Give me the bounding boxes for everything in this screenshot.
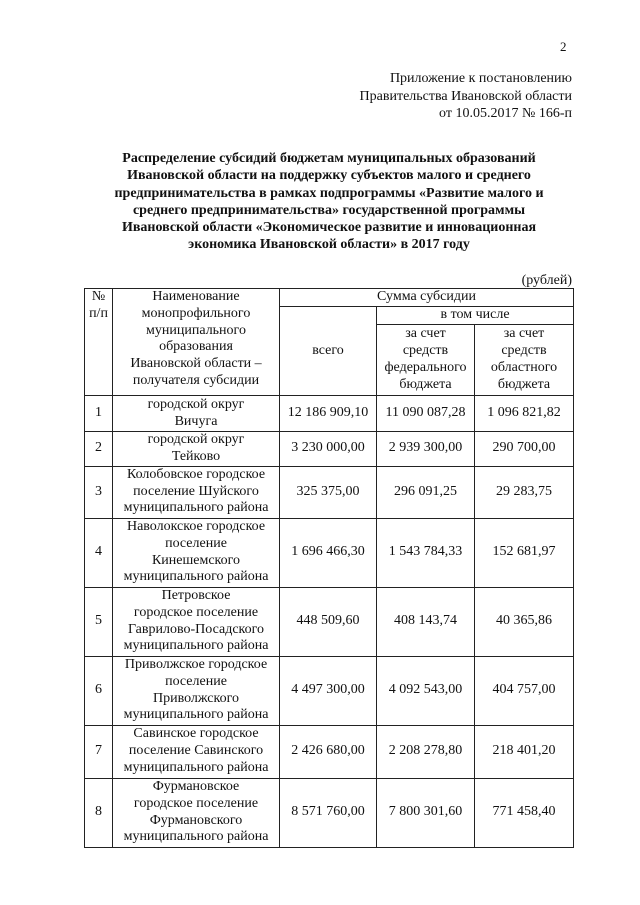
appendix-block — [360, 70, 572, 123]
header-sum: Сумма субсидии — [280, 289, 574, 307]
header-text: Наименование — [152, 289, 240, 304]
municipality-name — [113, 518, 280, 587]
header-text: за счет — [405, 326, 446, 342]
header-text: средств — [402, 343, 449, 359]
amount-federal: 2 939 300,00 — [377, 432, 475, 467]
header-name — [113, 289, 280, 396]
header-text: бюджета — [399, 376, 452, 392]
appendix-line: Правительства Ивановской области — [359, 88, 572, 104]
municipality-name-line: Вичуга — [174, 413, 218, 429]
municipality-name-line: поселение — [165, 535, 227, 551]
header-text: получателя субсидии — [132, 372, 260, 388]
amount-federal: 408 143,74 — [377, 587, 475, 656]
title-line: экономика Ивановской области» в 2017 году — [188, 237, 470, 253]
amount-regional: 290 700,00 — [475, 432, 574, 467]
header-incl: в том числе — [377, 307, 574, 325]
municipality-name — [113, 725, 280, 778]
amount-total: 325 375,00 — [280, 466, 377, 518]
row-number: 3 — [85, 466, 113, 518]
amount-regional: 1 096 821,82 — [475, 396, 574, 432]
table-row — [85, 778, 574, 847]
amount-federal: 1 543 784,33 — [377, 518, 475, 587]
table-row — [85, 396, 574, 432]
header-num — [85, 289, 113, 396]
municipality-name — [113, 432, 280, 467]
municipality-name-line: Кинешемского — [151, 552, 241, 568]
municipality-name-line: поселение Савинского — [128, 743, 264, 759]
amount-federal: 11 090 087,28 — [377, 396, 475, 432]
table-row — [85, 518, 574, 587]
table-row — [85, 432, 574, 467]
header-federal — [377, 325, 475, 396]
row-number: 1 — [85, 396, 113, 432]
header-text: № — [91, 289, 106, 304]
title-line: Распределение субсидий бюджетам муниципальных образований — [122, 151, 536, 166]
municipality-name-line: Фурмановского — [149, 812, 243, 828]
table-row — [85, 587, 574, 656]
table-row — [85, 725, 574, 778]
row-number: 7 — [85, 725, 113, 778]
appendix-line: Приложение к постановлению — [389, 71, 572, 86]
header-text: за счет — [503, 326, 545, 342]
document-title — [84, 150, 574, 254]
title-line: предпринимательства в рамках подпрограммы «Развитие малого и — [114, 185, 544, 201]
amount-total: 12 186 909,10 — [280, 396, 377, 432]
municipality-name-line: городское поселение — [133, 604, 259, 620]
row-number: 5 — [85, 587, 113, 656]
amount-total: 4 497 300,00 — [280, 656, 377, 725]
amount-total: 8 571 760,00 — [280, 778, 377, 847]
municipality-name-line: Савинское городское — [133, 726, 259, 742]
header-text: Ивановской области – — [130, 356, 262, 372]
municipality-name-line: городской округ — [147, 396, 245, 412]
amount-federal: 7 800 301,60 — [377, 778, 475, 847]
table-body — [85, 289, 574, 848]
amount-regional: 218 401,20 — [475, 725, 574, 778]
row-number: 6 — [85, 656, 113, 725]
municipality-name-line: поселение Шуйского — [133, 483, 259, 499]
page-number: 2 — [560, 39, 567, 54]
title-line: среднего предпринимательства» государственной программы — [132, 202, 526, 218]
municipality-name-line: муниципального района — [123, 707, 269, 723]
municipality-name-line: Приволжское городское — [124, 657, 268, 672]
appendix-line: от 10.05.2017 № 166-п — [439, 106, 572, 121]
amount-regional: 771 458,40 — [475, 778, 574, 847]
municipality-name-line: Приволжского — [152, 690, 240, 706]
amount-total: 448 509,60 — [280, 587, 377, 656]
municipality-name-line: Наволокское городское — [126, 519, 266, 534]
municipality-name-line: муниципального района — [123, 829, 269, 845]
municipality-name-line: городское поселение — [133, 795, 259, 811]
municipality-name-line: Тейково — [171, 448, 221, 464]
municipality-name — [113, 396, 280, 432]
header-total: всего — [280, 307, 377, 396]
title-line: Ивановской области на поддержку субъектов малого и среднего — [127, 168, 531, 184]
amount-federal: 296 091,25 — [377, 466, 475, 518]
units-label: (рублей) — [521, 273, 572, 288]
subsidy-table — [84, 288, 574, 848]
row-number: 4 — [85, 518, 113, 587]
header-text: монопрофильного — [141, 305, 251, 321]
header-text: п/п — [89, 305, 108, 321]
header-regional — [475, 325, 574, 396]
municipality-name-line: Фурмановское — [152, 779, 240, 794]
municipality-name-line: муниципального района — [123, 638, 269, 654]
municipality-name-line: муниципального района — [123, 759, 269, 775]
municipality-name-line: Колобовское городское — [126, 466, 266, 482]
table-row — [85, 466, 574, 518]
municipality-name-line: муниципального района — [123, 500, 269, 516]
row-number: 2 — [85, 432, 113, 467]
amount-regional: 404 757,00 — [475, 656, 574, 725]
amount-regional: 40 365,86 — [475, 587, 574, 656]
amount-regional: 29 283,75 — [475, 466, 574, 518]
municipality-name-line: муниципального района — [123, 569, 269, 585]
municipality-name — [113, 466, 280, 518]
municipality-name — [113, 656, 280, 725]
header-text: бюджета — [497, 376, 551, 392]
amount-regional: 152 681,97 — [475, 518, 574, 587]
header-text: областного — [490, 360, 558, 375]
header-text: муниципального — [146, 322, 246, 338]
header-row — [85, 289, 574, 307]
header-text: средств — [501, 343, 547, 359]
header-text: образования — [159, 339, 233, 355]
municipality-name-line: Гаврилово-Посадского — [127, 621, 265, 637]
municipality-name-line: Петровское — [161, 588, 231, 603]
row-number: 8 — [85, 778, 113, 847]
header-text: федерального — [384, 360, 467, 375]
title-line: Ивановской области «Экономическое развитие и инновационная — [121, 220, 537, 236]
amount-federal: 4 092 543,00 — [377, 656, 475, 725]
amount-total: 3 230 000,00 — [280, 432, 377, 467]
municipality-name — [113, 587, 280, 656]
municipality-name — [113, 778, 280, 847]
amount-total: 1 696 466,30 — [280, 518, 377, 587]
municipality-name-line: городской округ — [147, 432, 245, 447]
municipality-name-line: поселение — [165, 673, 227, 689]
amount-federal: 2 208 278,80 — [377, 725, 475, 778]
amount-total: 2 426 680,00 — [280, 725, 377, 778]
table-row — [85, 656, 574, 725]
